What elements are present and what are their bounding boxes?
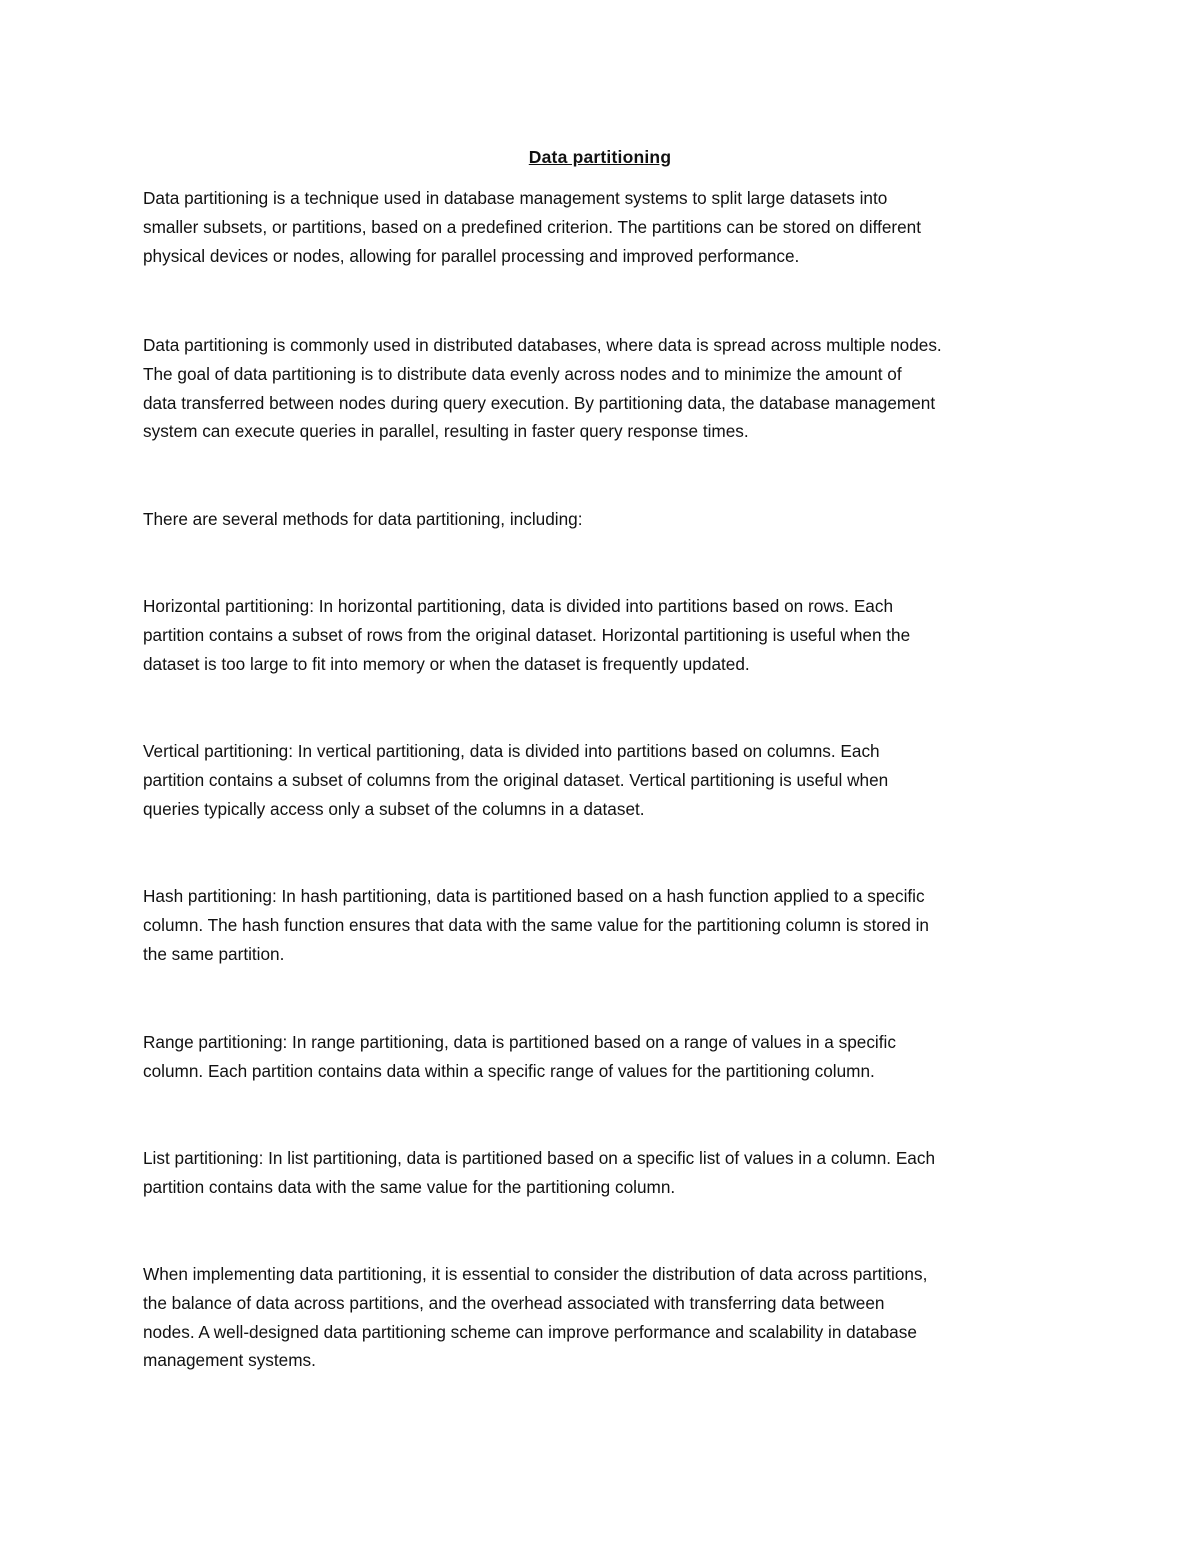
paragraph-intro: [143, 184, 1068, 270]
paragraph-line: nodes. A well-designed data partitioning scheme can improve performance and scalability in database: [143, 1321, 917, 1342]
paragraph-methods-intro: [143, 505, 1068, 534]
paragraph-line: Data partitioning is a technique used in database management systems to split large datasets into: [143, 188, 888, 208]
paragraph-line: partition contains data with the same value for the partitioning column.: [143, 1176, 676, 1197]
paragraph-line: Data partitioning is commonly used in distributed databases, where data is spread across multiple nodes.: [143, 335, 942, 355]
paragraph-line: The goal of data partitioning is to distribute data evenly across nodes and to minimize the amount of: [143, 363, 902, 384]
paragraph-line: dataset is too large to fit into memory or when the dataset is frequently updated.: [143, 653, 750, 674]
paragraph-list: [143, 1144, 1068, 1202]
paragraph-implementation: [143, 1260, 1068, 1375]
paragraph-vertical: [143, 737, 1068, 823]
paragraph-line: management systems.: [143, 1350, 316, 1371]
paragraph-line: smaller subsets, or partitions, based on a predefined criterion. The partitions can be stored on different: [143, 216, 922, 237]
paragraph-line: the balance of data across partitions, and the overhead associated with transferring data between: [143, 1292, 885, 1313]
paragraph-line: queries typically access only a subset of the columns in a dataset.: [143, 798, 645, 819]
paragraph-line: column. The hash function ensures that data with the same value for the partitioning column is stored in: [143, 914, 929, 935]
paragraph-horizontal: [143, 592, 1068, 678]
paragraph-line: system can execute queries in parallel, resulting in faster query response times.: [143, 421, 749, 442]
paragraph-line: the same partition.: [143, 943, 285, 964]
paragraph-line: There are several methods for data partitioning, including:: [143, 509, 583, 529]
paragraph-range: [143, 1028, 1068, 1086]
document-title: Data partitioning: [528, 147, 672, 167]
paragraph-line: Range partitioning: In range partitioning, data is partitioned based on a range of values in a specific: [143, 1032, 896, 1052]
paragraph-line: Horizontal partitioning: In horizontal partitioning, data is divided into partitions based on rows. Each: [143, 596, 893, 616]
paragraph-line: physical devices or nodes, allowing for parallel processing and improved performance.: [143, 245, 800, 266]
paragraph-hash: [143, 882, 1068, 968]
paragraph-distributed: [143, 331, 1068, 446]
paragraph-line: List partitioning: In list partitioning, data is partitioned based on a specific list of values in a column. Each: [143, 1148, 936, 1168]
paragraph-line: data transferred between nodes during query execution. By partitioning data, the database management: [143, 392, 936, 413]
paragraph-line: partition contains a subset of columns from the original dataset. Vertical partitioning is useful when: [143, 769, 889, 790]
paragraph-line: Hash partitioning: In hash partitioning, data is partitioned based on a hash function applied to a specific: [143, 886, 925, 906]
paragraph-line: When implementing data partitioning, it is essential to consider the distribution of data across partitions,: [143, 1264, 928, 1284]
paragraph-line: Vertical partitioning: In vertical partitioning, data is divided into partitions based on columns. Each: [143, 741, 880, 761]
paragraph-line: partition contains a subset of rows from the original dataset. Horizontal partitioning is useful when the: [143, 624, 911, 645]
paragraph-line: column. Each partition contains data within a specific range of values for the partitioning column.: [143, 1060, 875, 1081]
